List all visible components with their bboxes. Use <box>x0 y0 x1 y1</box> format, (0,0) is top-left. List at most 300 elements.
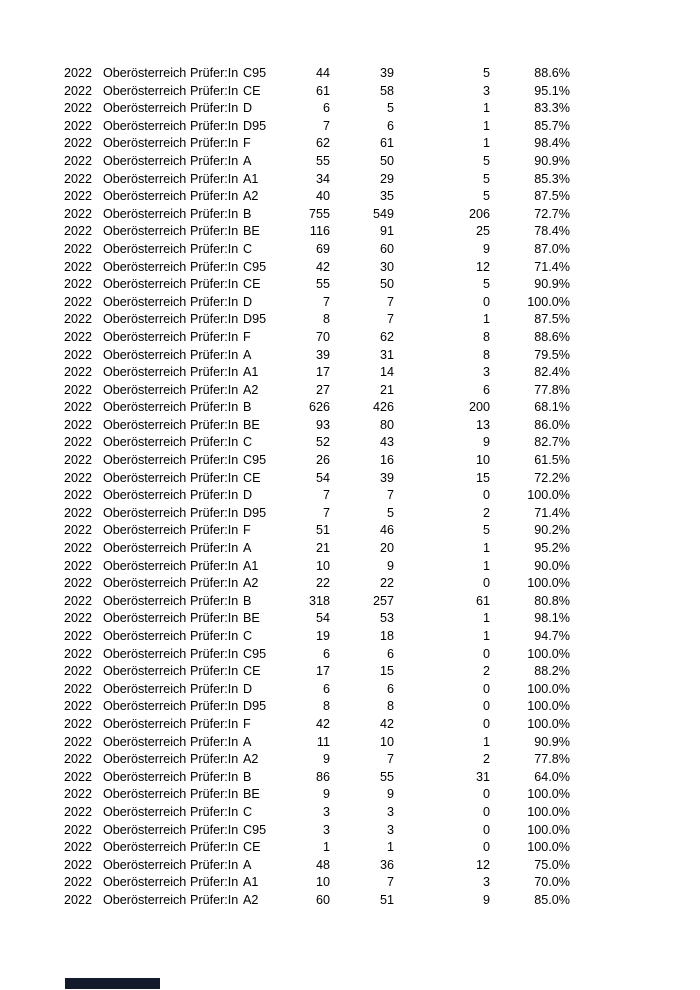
category-cell: CE <box>243 470 261 485</box>
pass-rate-cell: 100.0% <box>527 294 570 309</box>
year-cell: 2022 <box>64 541 93 556</box>
pass-rate-cell: 100.0% <box>527 646 570 661</box>
failed-cell: 25 <box>475 224 490 239</box>
table-row <box>0 470 700 488</box>
examined-cell: 10 <box>315 875 330 890</box>
region-cell: Oberösterreich <box>103 329 187 344</box>
role-cell: Prüfer:In <box>190 505 239 520</box>
passed-cell: 14 <box>379 365 394 380</box>
examined-cell: 9 <box>322 787 330 802</box>
examined-cell: 9 <box>322 752 330 767</box>
passed-cell: 43 <box>379 435 394 450</box>
region-cell: Oberösterreich <box>103 488 187 503</box>
failed-cell: 0 <box>482 646 490 661</box>
region-cell: Oberösterreich <box>103 857 187 872</box>
region-cell: Oberösterreich <box>103 382 187 397</box>
passed-cell: 7 <box>386 875 394 890</box>
failed-cell: 0 <box>482 681 490 696</box>
examined-cell: 11 <box>316 734 330 749</box>
region-cell: Oberösterreich <box>103 241 187 256</box>
role-cell: Prüfer:In <box>190 206 239 221</box>
pass-rate-cell: 85.3% <box>534 171 570 186</box>
pass-rate-cell: 95.1% <box>534 83 570 98</box>
table-row <box>0 786 700 804</box>
pass-rate-cell: 79.5% <box>534 347 570 362</box>
role-cell: Prüfer:In <box>190 716 239 731</box>
category-cell: C <box>243 435 253 450</box>
table-row <box>0 610 700 628</box>
pass-rate-cell: 88.6% <box>534 66 570 80</box>
passed-cell: 46 <box>379 523 394 538</box>
passed-cell: 257 <box>372 593 394 608</box>
category-cell: D95 <box>243 699 267 714</box>
passed-cell: 50 <box>379 153 394 168</box>
passed-cell: 91 <box>379 224 394 239</box>
category-cell: A2 <box>243 189 259 204</box>
role-cell: Prüfer:In <box>190 576 239 591</box>
category-cell: A2 <box>243 576 259 591</box>
table-row <box>0 311 700 329</box>
examined-cell: 54 <box>315 611 330 626</box>
passed-cell: 1 <box>386 840 394 855</box>
examined-cell: 8 <box>322 312 330 327</box>
passed-cell: 36 <box>379 857 394 872</box>
passed-cell: 6 <box>386 681 394 696</box>
passed-cell: 6 <box>386 118 394 133</box>
table-row <box>0 153 700 171</box>
category-cell: F <box>243 716 251 731</box>
table-row <box>0 347 700 365</box>
role-cell: Prüfer:In <box>190 259 239 274</box>
table-row <box>0 716 700 734</box>
role-cell: Prüfer:In <box>190 365 239 380</box>
category-cell: CE <box>243 83 261 98</box>
passed-cell: 20 <box>379 541 394 556</box>
table-row <box>0 434 700 452</box>
table-row <box>0 294 700 312</box>
region-cell: Oberösterreich <box>103 593 187 608</box>
category-cell: B <box>243 769 252 784</box>
role-cell: Prüfer:In <box>190 118 239 133</box>
category-cell: D <box>243 681 253 696</box>
table-row <box>0 769 700 787</box>
pass-rate-cell: 88.6% <box>534 329 570 344</box>
category-cell: D95 <box>243 118 267 133</box>
category-cell: BE <box>243 224 260 239</box>
table-row <box>0 329 700 347</box>
category-cell: D <box>243 488 253 503</box>
year-cell: 2022 <box>64 523 93 538</box>
footer-bar <box>65 978 160 989</box>
region-cell: Oberösterreich <box>103 171 187 186</box>
passed-cell: 60 <box>379 241 394 256</box>
table-row <box>0 751 700 769</box>
year-cell: 2022 <box>64 840 93 855</box>
category-cell: CE <box>243 277 261 292</box>
year-cell: 2022 <box>64 101 93 116</box>
pass-rate-cell: 68.1% <box>534 400 570 415</box>
year-cell: 2022 <box>64 716 93 731</box>
year-cell: 2022 <box>64 294 93 309</box>
passed-cell: 7 <box>386 312 394 327</box>
passed-cell: 55 <box>379 769 394 784</box>
pass-rate-cell: 100.0% <box>527 840 570 855</box>
passed-cell: 549 <box>372 206 394 221</box>
passed-cell: 29 <box>379 171 394 186</box>
role-cell: Prüfer:In <box>190 840 239 855</box>
category-cell: B <box>243 206 252 221</box>
pass-rate-cell: 90.9% <box>534 153 570 168</box>
role-cell: Prüfer:In <box>190 312 239 327</box>
category-cell: A <box>243 857 252 872</box>
passed-cell: 9 <box>386 787 394 802</box>
pass-rate-cell: 61.5% <box>534 453 570 468</box>
role-cell: Prüfer:In <box>190 382 239 397</box>
pass-rate-cell: 85.0% <box>534 892 570 907</box>
table-row <box>0 804 700 822</box>
failed-cell: 5 <box>482 153 490 168</box>
category-cell: BE <box>243 611 260 626</box>
passed-cell: 16 <box>379 453 394 468</box>
failed-cell: 206 <box>468 206 490 221</box>
passed-cell: 35 <box>379 189 394 204</box>
table-row <box>0 892 700 910</box>
table-row <box>0 558 700 576</box>
examined-cell: 48 <box>315 857 330 872</box>
examined-cell: 52 <box>315 435 330 450</box>
failed-cell: 2 <box>482 505 490 520</box>
pass-rate-cell: 70.0% <box>534 875 570 890</box>
examined-cell: 93 <box>315 417 330 432</box>
region-cell: Oberösterreich <box>103 681 187 696</box>
failed-cell: 0 <box>482 576 490 591</box>
pass-rate-cell: 82.4% <box>534 365 570 380</box>
category-cell: A2 <box>243 752 259 767</box>
failed-cell: 9 <box>482 435 490 450</box>
role-cell: Prüfer:In <box>190 629 239 643</box>
examined-cell: 21 <box>315 541 330 556</box>
table-row <box>0 505 700 523</box>
region-cell: Oberösterreich <box>103 470 187 485</box>
year-cell: 2022 <box>64 277 93 292</box>
role-cell: Prüfer:In <box>190 101 239 116</box>
table-row <box>0 364 700 382</box>
year-cell: 2022 <box>64 875 93 890</box>
examined-cell: 7 <box>322 294 330 309</box>
passed-cell: 39 <box>379 66 394 80</box>
role-cell: Prüfer:In <box>190 857 239 872</box>
passed-cell: 3 <box>386 822 394 837</box>
year-cell: 2022 <box>64 892 93 907</box>
examined-cell: 6 <box>322 101 330 116</box>
failed-cell: 31 <box>475 769 490 784</box>
failed-cell: 12 <box>475 857 490 872</box>
category-cell: C95 <box>243 259 267 274</box>
failed-cell: 3 <box>482 875 490 890</box>
year-cell: 2022 <box>64 365 93 380</box>
category-cell: C95 <box>243 66 267 80</box>
year-cell: 2022 <box>64 347 93 362</box>
examined-cell: 51 <box>315 523 330 538</box>
category-cell: F <box>243 136 251 151</box>
category-cell: CE <box>243 840 261 855</box>
category-cell: D <box>243 101 253 116</box>
failed-cell: 1 <box>482 629 490 643</box>
role-cell: Prüfer:In <box>190 699 239 714</box>
examined-cell: 17 <box>315 664 330 679</box>
failed-cell: 9 <box>482 241 490 256</box>
examined-cell: 626 <box>308 400 330 415</box>
role-cell: Prüfer:In <box>190 541 239 556</box>
failed-cell: 0 <box>482 488 490 503</box>
region-cell: Oberösterreich <box>103 294 187 309</box>
pass-rate-cell: 87.5% <box>534 189 570 204</box>
examined-cell: 3 <box>322 822 330 837</box>
year-cell: 2022 <box>64 629 93 643</box>
table-row <box>0 839 700 857</box>
examined-cell: 7 <box>322 488 330 503</box>
failed-cell: 9 <box>482 892 490 907</box>
role-cell: Prüfer:In <box>190 752 239 767</box>
table-row <box>0 223 700 241</box>
category-cell: A1 <box>243 171 259 186</box>
region-cell: Oberösterreich <box>103 417 187 432</box>
role-cell: Prüfer:In <box>190 593 239 608</box>
region-cell: Oberösterreich <box>103 435 187 450</box>
role-cell: Prüfer:In <box>190 611 239 626</box>
region-cell: Oberösterreich <box>103 400 187 415</box>
region-cell: Oberösterreich <box>103 118 187 133</box>
table-row <box>0 65 700 83</box>
table-row <box>0 188 700 206</box>
table-row <box>0 171 700 189</box>
passed-cell: 61 <box>379 136 394 151</box>
year-cell: 2022 <box>64 804 93 819</box>
examined-cell: 19 <box>315 629 330 643</box>
year-cell: 2022 <box>64 752 93 767</box>
pass-rate-cell: 87.0% <box>534 241 570 256</box>
region-cell: Oberösterreich <box>103 189 187 204</box>
table-row <box>0 118 700 136</box>
failed-cell: 1 <box>482 136 490 151</box>
region-cell: Oberösterreich <box>103 83 187 98</box>
failed-cell: 5 <box>482 189 490 204</box>
failed-cell: 61 <box>475 593 490 608</box>
region-cell: Oberösterreich <box>103 699 187 714</box>
year-cell: 2022 <box>64 470 93 485</box>
passed-cell: 39 <box>379 470 394 485</box>
region-cell: Oberösterreich <box>103 453 187 468</box>
table-row <box>0 874 700 892</box>
table-row <box>0 206 700 224</box>
year-cell: 2022 <box>64 417 93 432</box>
failed-cell: 3 <box>482 365 490 380</box>
table-row <box>0 276 700 294</box>
year-cell: 2022 <box>64 734 93 749</box>
failed-cell: 1 <box>482 541 490 556</box>
failed-cell: 5 <box>482 171 490 186</box>
passed-cell: 7 <box>386 752 394 767</box>
examined-cell: 34 <box>315 171 330 186</box>
role-cell: Prüfer:In <box>190 787 239 802</box>
passed-cell: 6 <box>386 646 394 661</box>
examined-cell: 61 <box>315 83 330 98</box>
role-cell: Prüfer:In <box>190 523 239 538</box>
passed-cell: 58 <box>379 83 394 98</box>
pass-rate-cell: 78.4% <box>534 224 570 239</box>
table-row <box>0 540 700 558</box>
region-cell: Oberösterreich <box>103 541 187 556</box>
role-cell: Prüfer:In <box>190 189 239 204</box>
region-cell: Oberösterreich <box>103 611 187 626</box>
role-cell: Prüfer:In <box>190 822 239 837</box>
examined-cell: 40 <box>315 189 330 204</box>
failed-cell: 0 <box>482 787 490 802</box>
pass-rate-cell: 75.0% <box>534 857 570 872</box>
role-cell: Prüfer:In <box>190 277 239 292</box>
region-cell: Oberösterreich <box>103 66 187 80</box>
failed-cell: 3 <box>482 83 490 98</box>
region-cell: Oberösterreich <box>103 787 187 802</box>
role-cell: Prüfer:In <box>190 329 239 344</box>
role-cell: Prüfer:In <box>190 804 239 819</box>
pass-rate-cell: 100.0% <box>527 822 570 837</box>
table-row <box>0 628 700 646</box>
examined-cell: 1 <box>322 840 330 855</box>
table-row <box>0 487 700 505</box>
category-cell: C95 <box>243 453 267 468</box>
region-cell: Oberösterreich <box>103 734 187 749</box>
failed-cell: 13 <box>475 417 490 432</box>
role-cell: Prüfer:In <box>190 294 239 309</box>
pass-rate-cell: 100.0% <box>527 804 570 819</box>
table-row <box>0 698 700 716</box>
examined-cell: 755 <box>308 206 330 221</box>
examined-cell: 60 <box>315 892 330 907</box>
category-cell: A1 <box>243 558 259 573</box>
pass-rate-cell: 88.2% <box>534 664 570 679</box>
table-row <box>0 575 700 593</box>
category-cell: A <box>243 734 252 749</box>
examined-cell: 8 <box>322 699 330 714</box>
pass-rate-cell: 98.4% <box>534 136 570 151</box>
examined-cell: 7 <box>322 118 330 133</box>
role-cell: Prüfer:In <box>190 734 239 749</box>
examined-cell: 86 <box>315 769 330 784</box>
failed-cell: 1 <box>482 558 490 573</box>
category-cell: C95 <box>243 646 267 661</box>
table-row <box>0 522 700 540</box>
failed-cell: 1 <box>482 611 490 626</box>
failed-cell: 5 <box>482 66 490 80</box>
passed-cell: 10 <box>379 734 394 749</box>
year-cell: 2022 <box>64 646 93 661</box>
year-cell: 2022 <box>64 611 93 626</box>
category-cell: BE <box>243 787 260 802</box>
examined-cell: 318 <box>308 593 330 608</box>
region-cell: Oberösterreich <box>103 101 187 116</box>
category-cell: A <box>243 153 252 168</box>
pass-rate-cell: 87.5% <box>534 312 570 327</box>
role-cell: Prüfer:In <box>190 435 239 450</box>
failed-cell: 8 <box>482 347 490 362</box>
pass-rate-cell: 100.0% <box>527 699 570 714</box>
table-row <box>0 593 700 611</box>
failed-cell: 0 <box>482 699 490 714</box>
examined-cell: 6 <box>322 681 330 696</box>
passed-cell: 22 <box>379 576 394 591</box>
role-cell: Prüfer:In <box>190 470 239 485</box>
examined-cell: 44 <box>315 66 330 80</box>
category-cell: BE <box>243 417 260 432</box>
pass-rate-cell: 100.0% <box>527 576 570 591</box>
examined-cell: 42 <box>315 259 330 274</box>
role-cell: Prüfer:In <box>190 66 239 80</box>
failed-cell: 12 <box>475 259 490 274</box>
pass-rate-cell: 100.0% <box>527 716 570 731</box>
category-cell: A1 <box>243 365 259 380</box>
pass-rate-cell: 86.0% <box>534 417 570 432</box>
table-row <box>0 681 700 699</box>
table-row <box>0 83 700 101</box>
passed-cell: 53 <box>379 611 394 626</box>
category-cell: B <box>243 593 252 608</box>
passed-cell: 18 <box>379 629 394 643</box>
region-cell: Oberösterreich <box>103 347 187 362</box>
role-cell: Prüfer:In <box>190 171 239 186</box>
year-cell: 2022 <box>64 558 93 573</box>
region-cell: Oberösterreich <box>103 277 187 292</box>
passed-cell: 31 <box>379 347 394 362</box>
year-cell: 2022 <box>64 699 93 714</box>
table-row <box>0 663 700 681</box>
region-cell: Oberösterreich <box>103 136 187 151</box>
category-cell: D95 <box>243 312 267 327</box>
region-cell: Oberösterreich <box>103 224 187 239</box>
category-cell: CE <box>243 664 261 679</box>
examined-cell: 116 <box>309 224 330 239</box>
examined-cell: 6 <box>322 646 330 661</box>
year-cell: 2022 <box>64 206 93 221</box>
category-cell: C <box>243 241 253 256</box>
role-cell: Prüfer:In <box>190 347 239 362</box>
pass-rate-cell: 100.0% <box>527 488 570 503</box>
passed-cell: 7 <box>386 488 394 503</box>
pass-rate-cell: 98.1% <box>534 611 570 626</box>
region-cell: Oberösterreich <box>103 769 187 784</box>
year-cell: 2022 <box>64 171 93 186</box>
role-cell: Prüfer:In <box>190 892 239 907</box>
region-cell: Oberösterreich <box>103 822 187 837</box>
year-cell: 2022 <box>64 664 93 679</box>
region-cell: Oberösterreich <box>103 875 187 890</box>
failed-cell: 1 <box>482 734 490 749</box>
passed-cell: 7 <box>386 294 394 309</box>
failed-cell: 5 <box>482 523 490 538</box>
pass-rate-cell: 64.0% <box>534 769 570 784</box>
failed-cell: 1 <box>482 118 490 133</box>
region-cell: Oberösterreich <box>103 365 187 380</box>
category-cell: C <box>243 804 253 819</box>
table-row <box>0 382 700 400</box>
examined-cell: 26 <box>315 453 330 468</box>
pass-rate-cell: 100.0% <box>527 681 570 696</box>
region-cell: Oberösterreich <box>103 576 187 591</box>
passed-cell: 426 <box>372 400 394 415</box>
role-cell: Prüfer:In <box>190 875 239 890</box>
year-cell: 2022 <box>64 822 93 837</box>
region-cell: Oberösterreich <box>103 505 187 520</box>
